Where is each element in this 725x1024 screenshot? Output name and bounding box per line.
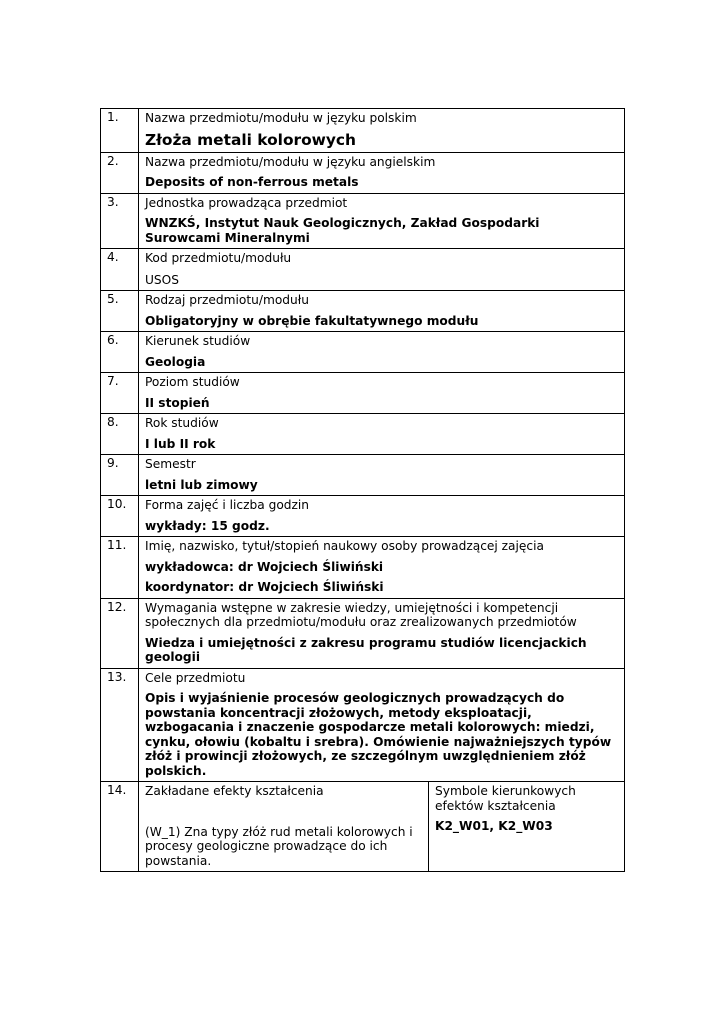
row-content bbox=[139, 291, 625, 332]
row-label: Kierunek studiów bbox=[145, 334, 251, 348]
row-content bbox=[139, 668, 625, 782]
symbols-cell bbox=[429, 782, 625, 872]
row-number: 6. bbox=[101, 332, 139, 373]
row-content bbox=[139, 109, 625, 153]
table-row bbox=[101, 668, 625, 782]
table-row bbox=[101, 291, 625, 332]
row-label: Jednostka prowadząca przedmiot bbox=[145, 195, 348, 210]
field-of-study: Geologia bbox=[145, 354, 206, 369]
row-number: 4. bbox=[101, 249, 139, 291]
row-number: 10. bbox=[101, 496, 139, 537]
row-content bbox=[139, 373, 625, 414]
course-name-pl: Złoża metali kolorowych bbox=[145, 130, 357, 149]
row-label: Kod przedmiotu/modułu bbox=[145, 251, 292, 265]
row-number: 5. bbox=[101, 291, 139, 332]
row-label: Poziom studiów bbox=[145, 375, 240, 389]
row-content bbox=[139, 414, 625, 455]
course-objectives: Opis i wyjaśnienie procesów geologicznych prowadzących do powstania koncentracji złożowych, metody eksploatacji, wzbogacania i znaczenie gospodarcze metali kolorowych: miedzi, cynku, ołowiu (kobaltu i srebra). Omówienie najważniejszych typów złóż i prowincji złożowych, ze szczególnym uwzględnieniem złóż polskich. bbox=[145, 691, 612, 778]
row-label: Cele przedmiotu bbox=[145, 670, 246, 685]
row-content bbox=[139, 193, 625, 249]
table-row bbox=[101, 373, 625, 414]
prerequisites: Wiedza i umiejętności z zakresu programu studiów licencjackich geologii bbox=[145, 635, 587, 664]
semester: letni lub zimowy bbox=[145, 477, 258, 492]
row-label: Zakładane efekty kształcenia bbox=[145, 784, 324, 798]
row-label: Imię, nazwisko, tytuł/stopień naukowy osoby prowadzącej zajęcia bbox=[145, 539, 544, 553]
table-row bbox=[101, 332, 625, 373]
table-row bbox=[101, 455, 625, 496]
unit-value: WNZKŚ, Instytut Nauk Geologicznych, Zakład Gospodarki Surowcami Mineralnymi bbox=[145, 216, 540, 245]
table-row bbox=[101, 537, 625, 599]
study-year: I lub II rok bbox=[145, 436, 216, 451]
row-content bbox=[139, 152, 625, 193]
row-number: 2. bbox=[101, 152, 139, 193]
course-name-en: Deposits of non-ferrous metals bbox=[145, 175, 359, 189]
row-number: 12. bbox=[101, 598, 139, 668]
row-content bbox=[139, 455, 625, 496]
learning-outcome: (W_1) Zna typy złóż rud metali kolorowych i procesy geologiczne prowadzące do ich powstania. bbox=[145, 824, 413, 868]
row-number: 1. bbox=[101, 109, 139, 153]
row-label: Semestr bbox=[145, 457, 196, 471]
table-row bbox=[101, 249, 625, 291]
lecturer: wykładowca: dr Wojciech Śliwiński bbox=[145, 559, 384, 574]
row-content bbox=[139, 332, 625, 373]
row-number: 11. bbox=[101, 537, 139, 599]
row-number: 3. bbox=[101, 193, 139, 249]
symbols-label: Symbole kierunkowych efektów kształcenia bbox=[435, 784, 576, 813]
table-row bbox=[101, 193, 625, 249]
study-level: II stopień bbox=[145, 395, 210, 410]
table-row bbox=[101, 152, 625, 193]
coordinator: koordynator: dr Wojciech Śliwiński bbox=[145, 580, 384, 594]
table-row bbox=[101, 782, 625, 872]
row-number: 9. bbox=[101, 455, 139, 496]
row-number: 7. bbox=[101, 373, 139, 414]
row-label: Nazwa przedmiotu/modułu w języku angielskim bbox=[145, 154, 436, 169]
row-label: Forma zajęć i liczba godzin bbox=[145, 498, 310, 512]
row-label: Rok studiów bbox=[145, 416, 219, 430]
row-label: Rodzaj przedmiotu/modułu bbox=[145, 293, 309, 307]
table-row bbox=[101, 109, 625, 153]
symbols-value: K2_W01, K2_W03 bbox=[435, 819, 553, 833]
row-content bbox=[139, 496, 625, 537]
table-row bbox=[101, 496, 625, 537]
course-code: USOS bbox=[145, 272, 179, 287]
class-form-hours: wykłady: 15 godz. bbox=[145, 518, 270, 533]
row-label: Nazwa przedmiotu/modułu w języku polskim bbox=[145, 111, 417, 125]
row-content bbox=[139, 249, 625, 291]
row-label: Wymagania wstępne w zakresie wiedzy, umiejętności i kompetencji społecznych dla przedmiotu/modułu oraz zrealizowanych przedmiotów bbox=[145, 600, 577, 629]
course-type: Obligatoryjny w obrębie fakultatywnego modułu bbox=[145, 313, 479, 328]
row-number: 8. bbox=[101, 414, 139, 455]
row-content bbox=[139, 537, 625, 599]
table-row bbox=[101, 598, 625, 668]
syllabus-table bbox=[100, 108, 625, 872]
row-content bbox=[139, 782, 429, 872]
row-content bbox=[139, 598, 625, 668]
table-row bbox=[101, 414, 625, 455]
row-number: 14. bbox=[101, 782, 139, 872]
row-number: 13. bbox=[101, 668, 139, 782]
